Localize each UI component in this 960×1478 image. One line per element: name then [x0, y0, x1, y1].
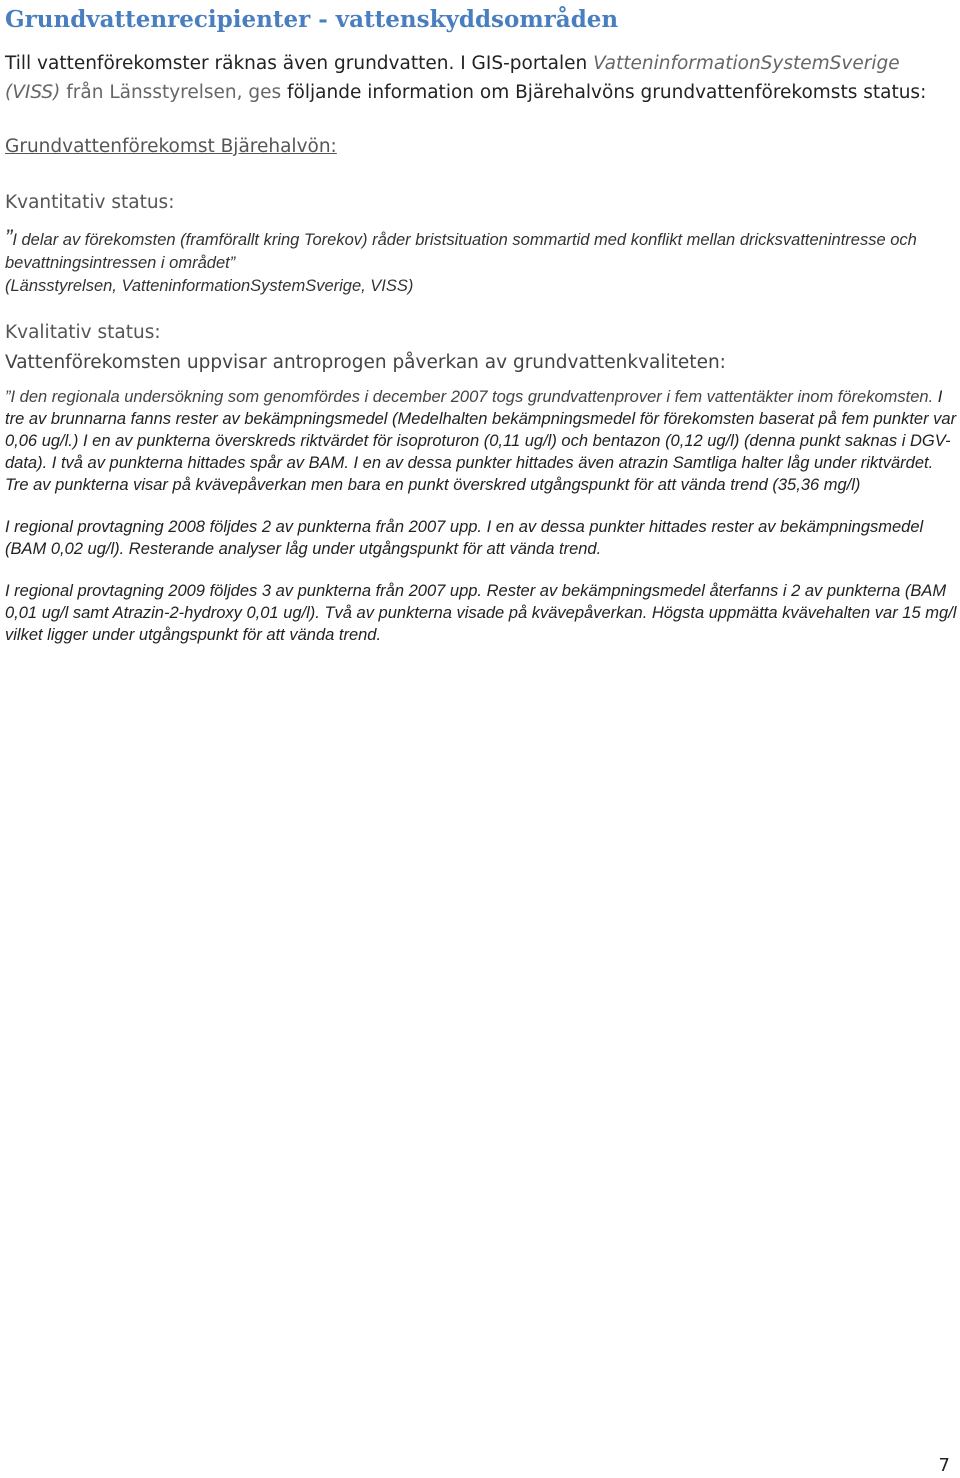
para1-d: Tre av punkterna visar på kvävepåverkan men bara en punkt överskred utgångspunkt för att vända trend (35,36 mg/l) — [5, 476, 861, 494]
intro-part1: Till vattenförekomster räknas även grundvatten. I GIS-portalen — [5, 53, 594, 74]
para1-b: I tre av brunnarna fanns rester av bekämpningsmedel (Medelhalten bekämpningsmedel för förekomsten baserat på fem punkter var 0,06 ug/l.) — [5, 388, 957, 450]
qualitative-statement: Vattenförekomsten uppvisar antroprogen påverkan av grundvattenkvaliteten: — [5, 352, 726, 373]
qualitative-status-label: Kvalitativ status: — [5, 322, 161, 343]
groundwater-subheading: Grundvattenförekomst Bjärehalvön: — [5, 136, 337, 157]
page-heading: Grundvattenrecipienter - vattenskyddsområden — [5, 6, 619, 33]
para2-a: I regional provtagning 2008 följdes 2 av punkterna från 2007 upp. — [5, 518, 483, 536]
para3-b: Rester av bekämpningsmedel återfanns i 2 av punkterna (BAM 0,01 ug/l samt Atrazin-2-hydroxy 0,01 ug/l). Två av punkterna visade på kvävepåverkan. Högsta uppmätta kvävehalten var 15 mg/l vilket ligger under utgångspunkt för att vända trend. — [5, 582, 957, 644]
quantitative-status-label: Kvantitativ status: — [5, 192, 175, 213]
para1-a: ”I den regionala undersökning som genomfördes i december 2007 togs grundvattenprover i fem vattentäkter inom förekomsten. — [5, 388, 934, 406]
intro-portal-name: VatteninformationSystemSverige (VISS) — [5, 53, 900, 103]
intro-paragraph — [5, 49, 957, 107]
para2-b: I en av dessa punkter hittades rester av bekämpningsmedel (BAM 0,02 ug/l). Resterande analyser låg under utgångspunkt för att vända trend. — [5, 518, 924, 558]
para1-c: I en av punkterna överskreds riktvärdet för isoproturon (0,11 ug/l) och bentazon (0,12 ug/l) (denna punkt saknas i DGV-data). I två av punkterna hittades spår av BAM. I en av dessa punkter hittades även atrazin Samtliga halter låg under riktvärdet. — [5, 432, 951, 472]
qualitative-paragraph-2008 — [5, 516, 957, 560]
intro-part3: följande information om Bjärehalvöns grundvattenförekomsts status: — [287, 82, 927, 103]
intro-part2: från Länsstyrelsen, ges — [60, 82, 288, 103]
para3-a: I regional provtagning 2009 följdes 3 av punkterna från 2007 upp. — [5, 582, 483, 600]
qualitative-paragraph-2007 — [5, 386, 957, 496]
quantitative-quote-text: I delar av förekomsten (framförallt kring Torekov) råder bristsituation sommartid med konflikt mellan dricksvattenintresse och bevattningsintressen i området” — [5, 231, 917, 272]
page-number: 7 — [938, 1455, 950, 1476]
quantitative-quote — [5, 226, 957, 298]
qualitative-paragraph-2009 — [5, 580, 957, 646]
document-page — [5, 0, 957, 646]
open-quote-mark: ” — [5, 225, 13, 250]
quantitative-source: (Länsstyrelsen, VatteninformationSystemSverige, VISS) — [5, 277, 414, 295]
